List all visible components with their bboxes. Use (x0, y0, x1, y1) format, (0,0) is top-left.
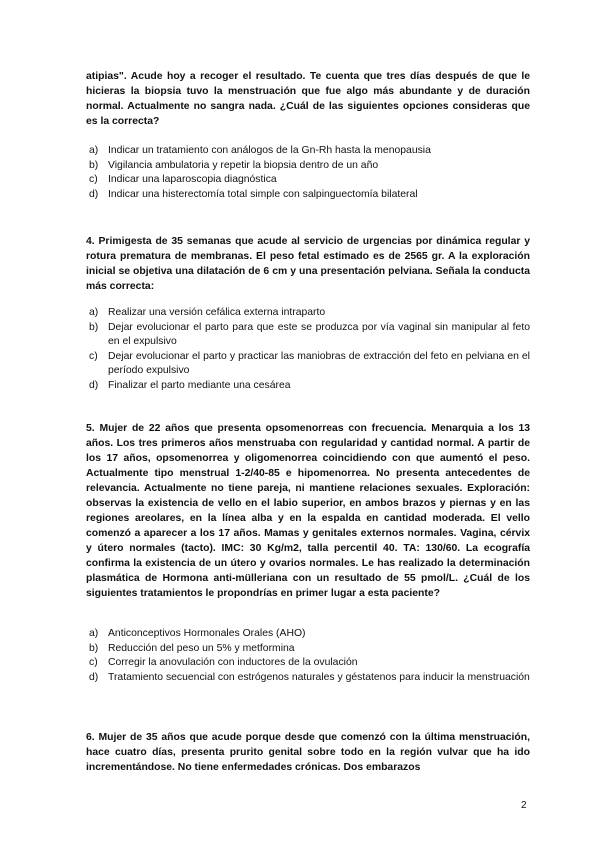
question-4-stem: 4. Primigesta de 35 semanas que acude al servicio de urgencias por dinámica regular y rotura prematura de membranas. El peso fetal estimado es de 2565 gr. A la exploración inicial se objetiva una dilatación de 6 cm y una presentación pelviana. Señala la conducta más correcta: (86, 236, 530, 292)
question-5-stem: 5. Mujer de 22 años que presenta opsomenorreas con frecuencia. Menarquia a los 13 años. Los tres primeros años menstruaba con regularidad y cantidad normal. A partir de los 17 años, opsomenorrea y oligomenorrea coincidiendo con que aumentó el peso. Actualmente tipo menstrual 1-2/40-85 e hipomenorrea. No presenta antecedentes de relevancia. Actualmente no tiene pareja, ni mantiene relaciones sexuales. Exploración: observas la existencia de vello en el labio superior, en ambos brazos y piernas y en las regiones areolares, en la línea alba y en la espalda en cantidad moderada. El vello comenzó a aparecer a los 17 años. Mamas y genitales externos normales. Vagina, cérvix y útero normales (tacto). IMC: 30 Kg/m2, talla percentil 40. TA: 130/60. La ecografía confirma la existencia de un útero y ovarios normales. Le has realizado la determinación plasmática de Hormona anti-mülleriana con un resultado de 55 pmol/L. ¿Cuál de los siguientes tratamientos le propondrías en primer lugar a esta paciente? (86, 423, 530, 599)
option-text: Tratamiento secuencial con estrógenos naturales y géstatenos para inducir la menstruación (108, 671, 530, 683)
question-5-option-d (86, 671, 530, 686)
option-letter: c) (89, 657, 98, 669)
question-3-option-a (86, 144, 530, 159)
option-letter: b) (89, 321, 99, 333)
option-letter: d) (89, 671, 99, 683)
question-6-stem: 6. Mujer de 35 años que acude porque desde que comenzó con la última menstruación, hace cuatro días, presenta prurito genital sobre todo en la región vulvar que ha ido incrementándose. No tiene enfermedades crónicas. Dos embarazos (86, 732, 530, 773)
question-3-option-d (86, 188, 530, 203)
option-letter: b) (89, 642, 99, 654)
option-text: Anticonceptivos Hormonales Orales (AHO) (108, 628, 306, 639)
question-4-option-b (86, 321, 530, 350)
option-text: Corregir la anovulación con inductores de la ovulación (108, 657, 358, 669)
question-5-option-b (86, 642, 530, 657)
question-3-stem: atipias". Acude hoy a recoger el resultado. Te cuenta que tres días después de que le hicieras la biopsia tuvo la menstruación que fue algo más abundante y de duración normal. Actualmente no sangra nada. ¿Cuál de las siguientes opciones consideras que es la correcta? (86, 71, 530, 127)
question-5-options (86, 627, 530, 685)
option-letter: d) (89, 379, 99, 391)
option-text: Indicar un tratamiento con análogos de la Gn-Rh hasta la menopausia (108, 145, 431, 156)
option-letter: a) (89, 145, 99, 156)
option-text: Vigilancia ambulatoria y repetir la biopsia dentro de un año (108, 159, 379, 171)
option-letter: d) (89, 188, 99, 200)
option-letter: c) (89, 174, 98, 186)
question-3-option-c (86, 173, 530, 188)
question-3-option-b (86, 159, 530, 174)
option-text: Dejar evolucionar el parto y practicar las maniobras de extracción del feto en pelviana en el período expulsivo (108, 350, 530, 377)
option-text: Realizar una versión cefálica externa intraparto (108, 307, 326, 318)
option-text: Indicar una laparoscopia diagnóstica (108, 174, 277, 186)
option-text: Reducción del peso un 5% y metformina (108, 642, 295, 654)
option-text: Indicar una histerectomía total simple con salpinguectomía bilateral (108, 188, 418, 200)
question-4-options (86, 306, 530, 394)
question-5-option-a (86, 627, 530, 642)
question-3-options (86, 144, 530, 202)
option-text: Dejar evolucionar el parto para que este se produzca por vía vaginal sin manipular al feto en el expulsivo (108, 321, 530, 348)
option-letter: b) (89, 159, 99, 171)
option-letter: c) (89, 350, 98, 362)
question-4-option-c (86, 350, 530, 379)
option-letter: a) (89, 628, 99, 639)
question-4-option-d (86, 379, 530, 394)
option-letter: a) (89, 307, 99, 318)
page-number: 2 (521, 800, 527, 811)
option-text: Finalizar el parto mediante una cesárea (108, 379, 291, 391)
question-4-option-a (86, 306, 530, 321)
question-5-option-c (86, 656, 530, 671)
